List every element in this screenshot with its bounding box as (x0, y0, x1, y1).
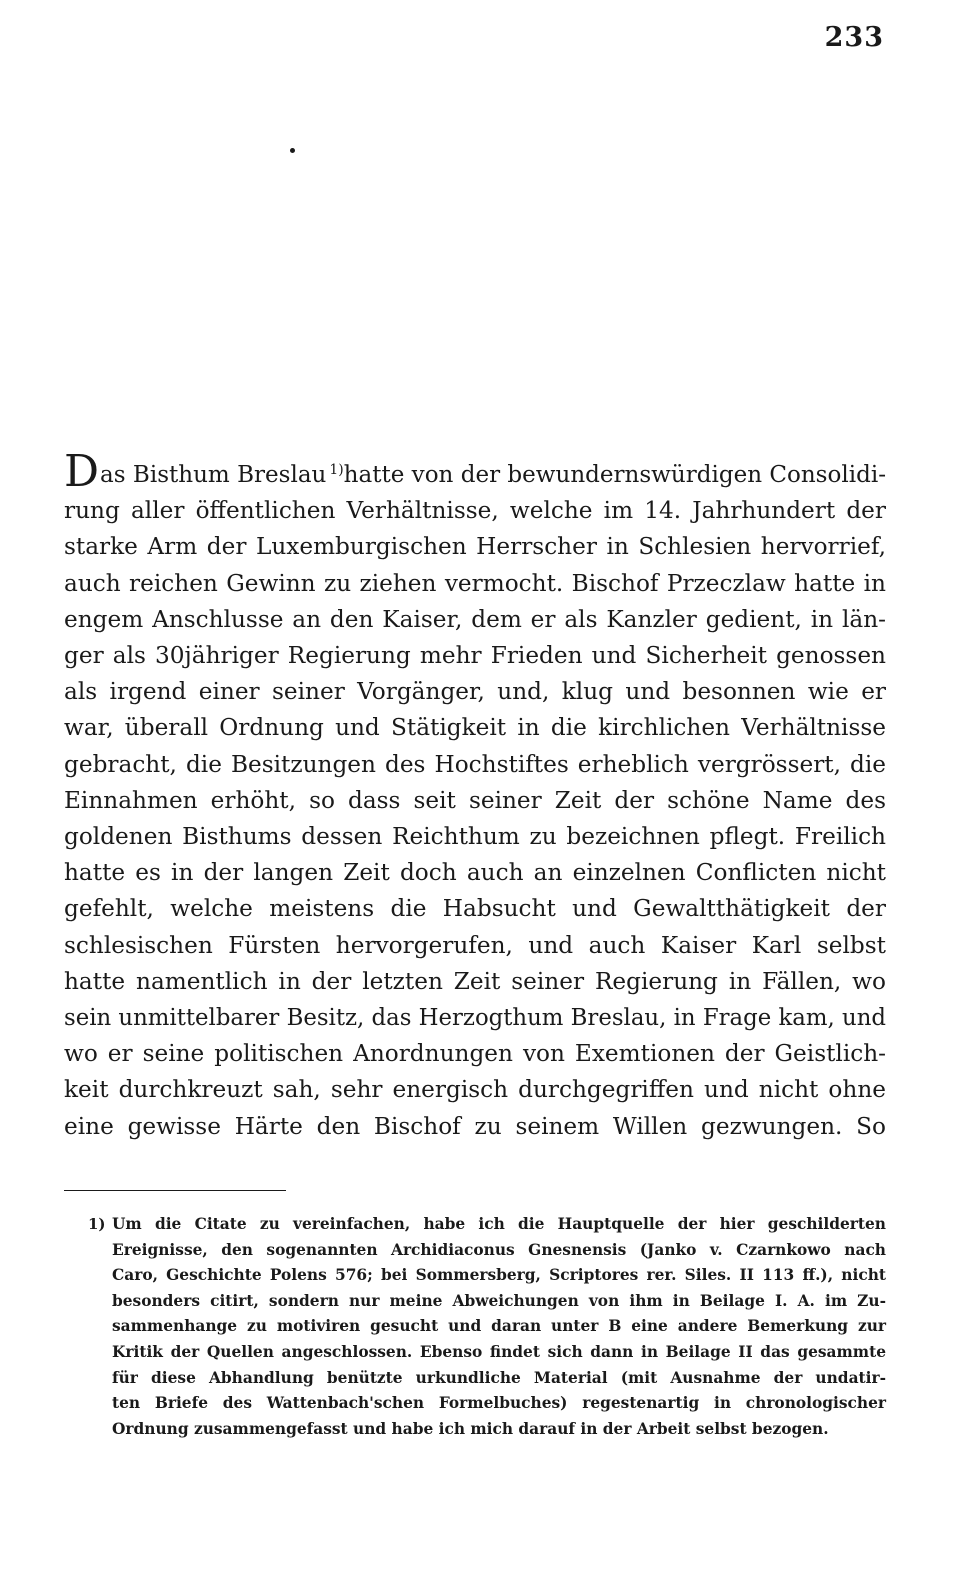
text-line-16: sein unmittelbarer Besitz, das Herzogthum Breslau, in Frage kam, und (64, 1004, 886, 1032)
text-line-14: schlesischen Fürsten hervorgerufen, und auch Kaiser Karl selbst (64, 931, 886, 959)
footnote-line-2: Ereignisse, den sogenannten Archidiaconus Gnesnensis (Janko v. Czarnkowo nach (112, 1240, 886, 1259)
text-line-7: als irgend einer seiner Vorgänger, und, klug und besonnen wie er (64, 678, 886, 706)
text-line-12: hatte es in der langen Zeit doch auch an einzelnen Conflicten nicht (64, 859, 886, 887)
footnote-line-5: sammenhange zu motiviren gesucht und daran unter B eine andere Bemerkung zur (112, 1317, 886, 1336)
text-line-15: hatte namentlich in der letzten Zeit seiner Regierung in Fällen, wo (64, 967, 886, 995)
text-line-13: gefehlt, welche meistens die Habsucht und Gewaltthätigkeit der (64, 895, 886, 923)
footnote-line-6: Kritik der Quellen angeschlossen. Ebenso findet sich dann in Beilage II das gesammte (112, 1342, 886, 1361)
ink-speck (290, 148, 295, 153)
footnote-line-8: ten Briefe des Wattenbach'schen Formelbuches) regestenartig in chronologischer (112, 1394, 886, 1413)
text-line-1 (64, 446, 887, 497)
footnote-line-7: für diese Abhandlung benützte urkundliche Material (mit Ausnahme der undatir- (112, 1368, 886, 1387)
text-line-6: ger als 30jähriger Regierung mehr Frieden und Sicherheit genossen (64, 642, 886, 670)
drop-cap: D (64, 446, 100, 497)
footnote-line-3: Caro, Geschichte Polens 576; bei Sommersberg, Scriptores rer. Siles. II 113 ff.), nicht (112, 1266, 886, 1285)
text-line-5: engem Anschlusse an den Kaiser, dem er als Kanzler gedient, in län- (64, 605, 886, 633)
main-text (64, 446, 887, 1145)
text-line-19: eine gewisse Härte den Bischof zu seinem Willen gezwungen. So (64, 1112, 886, 1140)
text-line-9: gebracht, die Besitzungen des Hochstiftes erheblich vergrössert, die (64, 750, 886, 778)
footnote-line-4: besonders citirt, sondern nur meine Abweichungen von ihm in Beilage I. A. im Zu- (112, 1291, 886, 1310)
footnote-line-9: Ordnung zusammengefasst und habe ich mich darauf in der Arbeit selbst bezogen. (112, 1419, 829, 1438)
text-line-10: Einnahmen erhöht, so dass seit seiner Zeit der schöne Name des (64, 786, 886, 814)
footnote-separator (64, 1190, 286, 1191)
footnote-line-1: Um die Citate zu vereinfachen, habe ich die Hauptquelle der hier geschilderten (112, 1215, 886, 1233)
footnote-marker: 1) (88, 1215, 106, 1233)
text-line-1-end: hatte von der bewundernswürdigen Consolidi- (343, 461, 887, 488)
text-line-17: wo er seine politischen Anordnungen von Exemtionen der Geistlich- (64, 1040, 886, 1068)
text-line-11: goldenen Bisthums dessen Reichthum zu bezeichnen pflegt. Freilich (64, 823, 886, 851)
footnote (88, 1212, 886, 1442)
text-line-2: rung aller öffentlichen Verhältnisse, welche im 14. Jahrhundert der (64, 497, 886, 525)
text-line-3: starke Arm der Luxemburgischen Herrscher in Schlesien hervorrief, (64, 533, 886, 561)
text-line-1-start: as Bisthum Breslau (100, 461, 327, 488)
footnote-reference[interactable]: 1) (329, 462, 344, 478)
text-line-8: war, überall Ordnung und Stätigkeit in die kirchlichen Verhältnisse (64, 714, 886, 742)
text-line-4: auch reichen Gewinn zu ziehen vermocht. Bischof Przeczlaw hatte in (64, 569, 886, 597)
page-number: 233 (824, 22, 884, 53)
text-line-18: keit durchkreuzt sah, sehr energisch durchgegriffen und nicht ohne (64, 1076, 886, 1104)
